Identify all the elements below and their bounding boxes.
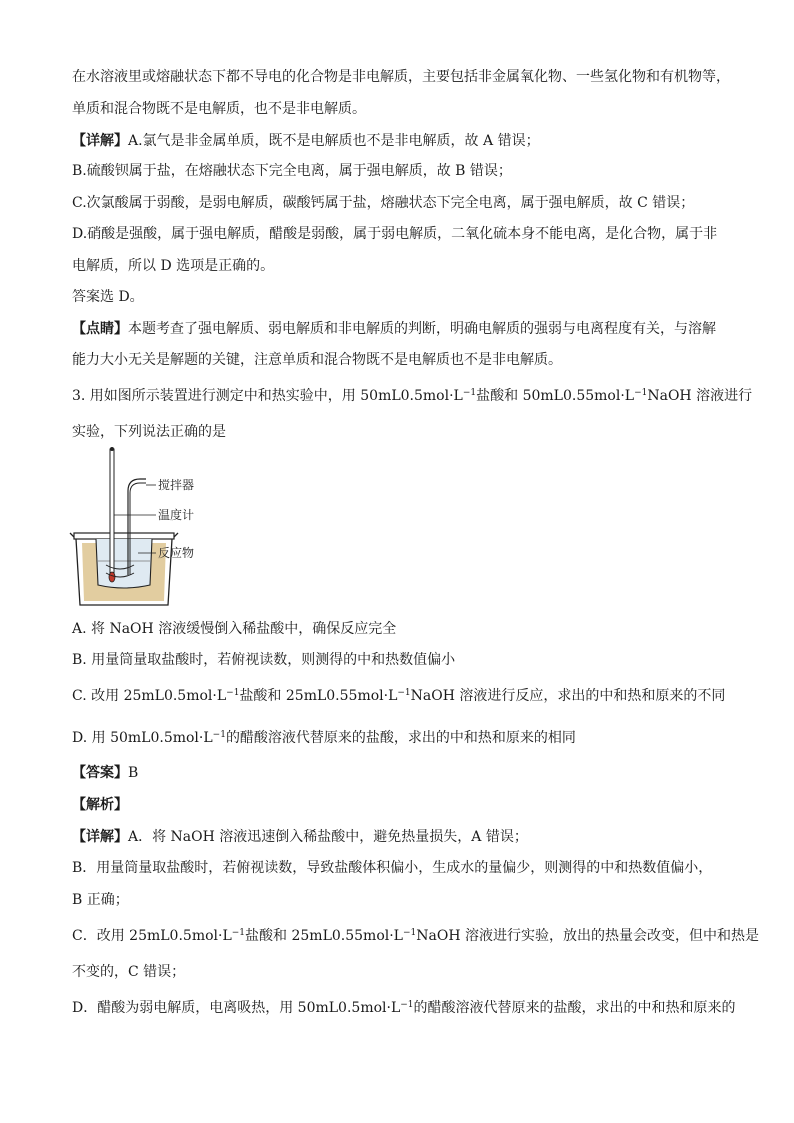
- option-d: [72, 728, 576, 748]
- detail-tag: 【详解】: [72, 133, 128, 149]
- explain-d: [72, 998, 736, 1018]
- analysis-tag: 【解析】: [72, 797, 128, 813]
- explain-c-2: 不变的，C 错误；: [72, 964, 186, 980]
- q3-stem-1: [72, 386, 752, 406]
- superscript: −1: [400, 1000, 414, 1010]
- thermometer-icon: [110, 449, 114, 577]
- option-c: [72, 686, 725, 706]
- prev-text-line-2: 单质和混合物既不是电解质，也不是非电解质。: [72, 101, 366, 117]
- superscript: −1: [462, 388, 477, 398]
- answer-value: B: [128, 765, 139, 781]
- answer-line: [72, 763, 138, 783]
- q3-stem-part-a: 3. 用如图所示装置进行测定中和热实验中，用 50mL0.5mol·L: [72, 388, 463, 404]
- prev-detail-a: [72, 131, 540, 151]
- q3-stem-part-c: NaOH 溶液进行: [647, 388, 753, 404]
- explain-d-part-a: D．醋酸为弱电解质，电离吸热，用 50mL0.5mol·L: [72, 1000, 401, 1016]
- explain-c-part-a: C．改用 25mL0.5mol·L: [72, 928, 232, 944]
- explain-c-part-b: 盐酸和 25mL0.55mol·L: [245, 928, 403, 944]
- prev-point-2: 能力大小无关是解题的关键，注意单质和混合物既不是电解质也不是非电解质。: [72, 352, 562, 368]
- answer-tag: 【答案】: [72, 765, 128, 781]
- explain-c-1: [72, 926, 759, 946]
- prev-detail-d-2: 电解质，所以 D 选项是正确的。: [72, 258, 275, 274]
- option-c-part-a: C. 改用 25mL0.5mol·L: [72, 688, 227, 704]
- option-c-part-c: NaOH 溶液进行反应，求出的中和热和原来的不同: [410, 688, 726, 704]
- option-d-part-b: 的醋酸溶液代替原来的盐酸，求出的中和热和原来的相同: [225, 730, 576, 746]
- superscript: −1: [397, 688, 411, 698]
- superscript: −1: [402, 928, 417, 938]
- thermometer-bulb: [109, 572, 115, 582]
- superscript: −1: [634, 388, 648, 398]
- prev-detail-b: B.硫酸钡属于盐，在熔融状态下完全电离，属于强电解质，故 B 错误；: [72, 163, 512, 179]
- explain-b-1: B．用量筒量取盐酸时，若俯视读数，导致盐酸体积偏小，生成水的量偏少，则测得的中和热数值偏小，: [72, 860, 713, 876]
- explain-a: [72, 827, 528, 847]
- explain-d-part-b: 的醋酸溶液代替原来的盐酸，求出的中和热和原来的: [413, 1000, 736, 1016]
- explain-a-text: A．将 NaOH 溶液迅速倒入稀盐酸中，避免热量损失，A 错误；: [128, 829, 528, 845]
- prev-detail-c: C.次氯酸属于弱酸，是弱电解质，碳酸钙属于盐，熔融状态下完全电离，属于强电解质，故 C 错误；: [72, 195, 695, 211]
- prev-point-1: [72, 319, 716, 339]
- label-stirrer: 搅拌器: [158, 478, 195, 492]
- point-tag: 【点睛】: [72, 321, 128, 337]
- calorimeter-figure: [66, 447, 236, 609]
- prev-text-line-1: 在水溶液里或熔融状态下都不导电的化合物是非电解质，主要包括非金属氧化物、一些氢化物和有机物等，: [72, 69, 730, 85]
- label-thermometer: 温度计: [158, 508, 195, 522]
- point-text-1: 本题考查了强电解质、弱电解质和非电解质的判断，明确电解质的强弱与电离程度有关，与溶解: [128, 321, 716, 337]
- option-b: B. 用量筒量取盐酸时，若俯视读数，则测得的中和热数值偏小: [72, 652, 456, 668]
- thermometer-top: [110, 447, 114, 451]
- q3-stem-part-b: 盐酸和 50mL0.55mol·L: [476, 388, 635, 404]
- option-d-part-a: D. 用 50mL0.5mol·L: [72, 730, 213, 746]
- option-c-part-b: 盐酸和 25mL0.55mol·L: [239, 688, 398, 704]
- prev-answer: 答案选 D。: [72, 289, 144, 305]
- q3-stem-2: 实验，下列说法正确的是: [72, 424, 226, 440]
- explain-c-part-c: NaOH 溶液进行实验，放出的热量会改变，但中和热是: [416, 928, 759, 944]
- superscript: −1: [226, 688, 240, 698]
- option-a: A. 将 NaOH 溶液缓慢倒入稀盐酸中，确保反应完全: [72, 621, 397, 637]
- lid: [74, 533, 174, 539]
- superscript: −1: [212, 730, 226, 740]
- superscript: −1: [231, 928, 246, 938]
- inner-cup: [96, 539, 152, 588]
- prev-detail-d-1: D.硝酸是强酸，属于强电解质，醋酸是弱酸，属于弱电解质，二氧化硫本身不能电离，是化合物，属于非: [72, 226, 718, 242]
- detail-a-text: A.氯气是非金属单质，既不是电解质也不是非电解质，故 A 错误；: [128, 133, 540, 149]
- explain-b-2: B 正确；: [72, 892, 129, 908]
- detail-tag: 【详解】: [72, 829, 128, 845]
- label-reactant: 反应物: [158, 546, 195, 560]
